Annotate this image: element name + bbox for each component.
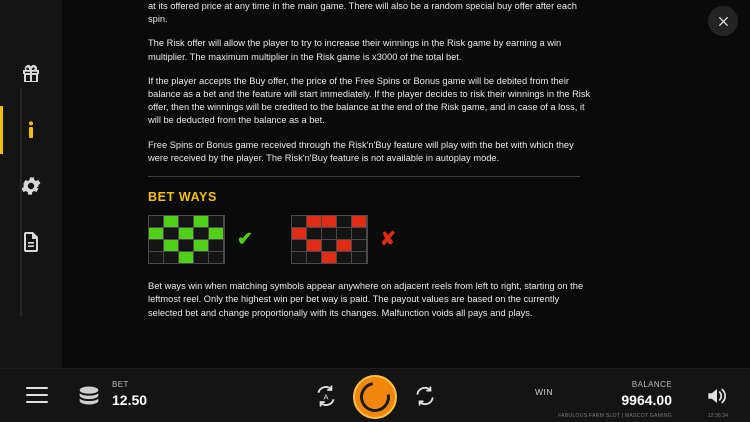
hamburger-icon-line	[26, 401, 48, 403]
spin-button[interactable]	[353, 375, 397, 419]
balance-label: BALANCE	[631, 380, 672, 389]
turbo-spin-button[interactable]	[412, 383, 438, 409]
bet-way-cell	[352, 228, 366, 239]
clock: 12:36:34	[707, 413, 728, 419]
bet-settings-button[interactable]	[75, 382, 103, 410]
close-button[interactable]	[708, 6, 738, 36]
bet-value: 12.50	[112, 392, 148, 408]
bet-way-cell	[322, 228, 336, 239]
game-toolbar	[0, 368, 750, 422]
bet-way-cell	[322, 252, 336, 263]
bet-way-cell	[179, 240, 193, 251]
gear-icon	[19, 174, 43, 198]
valid-mark-icon: ✔	[237, 229, 253, 251]
balance-value: 9964.00	[621, 392, 672, 408]
info-icon	[19, 118, 43, 142]
bet-way-cell	[179, 252, 193, 263]
bet-way-cell	[164, 240, 178, 251]
bet-way-cell	[194, 228, 208, 239]
coins-icon	[75, 382, 103, 410]
sidebar-item-information[interactable]	[0, 102, 62, 158]
bet-way-cell	[209, 216, 223, 227]
invalid-mark-icon: ✘	[380, 229, 396, 251]
paragraph-1: The Risk offer will allow the player to try to increase their winnings in the Risk game by earning a win multiplier. The maximum multiplier in the Risk game is x3000 of the total bet.	[148, 38, 562, 62]
sidebar-item-promotions[interactable]	[0, 46, 62, 102]
sidebar-item-settings[interactable]	[0, 158, 62, 214]
bet-way-cell	[164, 228, 178, 239]
bet-way-cell	[352, 252, 366, 263]
valid-bet-way-example	[148, 215, 225, 264]
bet-way-cell	[307, 252, 321, 263]
bet-way-cell	[292, 252, 306, 263]
section-title-bet-ways: BET WAYS	[148, 190, 217, 205]
sidebar-scrollbar[interactable]	[20, 88, 22, 316]
bet-way-cell	[307, 240, 321, 251]
spin-icon	[354, 376, 396, 418]
paragraph-0	[148, 0, 596, 26]
sidebar	[0, 0, 62, 368]
balance-display	[621, 380, 672, 408]
bet-way-cell	[149, 252, 163, 263]
hamburger-icon-line	[26, 394, 48, 396]
bet-way-cell	[322, 240, 336, 251]
information-content	[148, 0, 596, 368]
document-icon	[19, 230, 43, 254]
paragraph-2: If the player accepts the Buy offer, the price of the Free Spins or Bonus game will be debited from their balance as a bet and the feature will start immediately. If the player decides to risk their winnings in the Risk offer, then the winnings will be credited to the balance at the end of the Risk game, and in case of a loss, it will be deducted from the balance as a bet.	[148, 75, 591, 126]
bet-way-cell	[209, 228, 223, 239]
close-icon	[717, 15, 730, 28]
turbo-spin-icon	[412, 383, 438, 409]
sound-on-icon	[704, 383, 730, 409]
bet-way-cell	[322, 216, 336, 227]
menu-button[interactable]	[26, 387, 48, 403]
bet-way-cell	[194, 252, 208, 263]
paragraph-0-text: at its offered price at any time in the main game. There will also be a random special buy offer after each spin.	[148, 1, 577, 25]
win-label: WIN	[535, 387, 554, 397]
bet-way-cell	[292, 216, 306, 227]
bet-way-cell	[337, 252, 351, 263]
bet-way-cell	[352, 240, 366, 251]
bet-way-cell	[352, 216, 366, 227]
paragraph-3: Free Spins or Bonus game received through the Risk'n'Buy feature will play with the bet with which they were received by the player. The Risk'n'Buy feature is not available in autoplay mode.	[148, 139, 574, 163]
bet-way-cell	[179, 228, 193, 239]
bet-label: BET	[112, 380, 129, 389]
bet-way-cell	[194, 216, 208, 227]
bet-way-cell	[149, 228, 163, 239]
sound-button[interactable]	[704, 383, 730, 409]
bet-way-cell	[292, 228, 306, 239]
autoplay-icon	[313, 383, 339, 409]
game-footnote: FABULOUS FARM SLOT | MASCOT GAMING	[557, 413, 672, 419]
bet-way-cell	[149, 216, 163, 227]
bet-way-cell	[337, 240, 351, 251]
bet-way-cell	[307, 228, 321, 239]
bet-ways-description: Bet ways win when matching symbols appear anywhere on adjacent reels from left to right, starting on the leftmost reel. Only the highest win per bet way is paid. The payout values are based on the currently selected bet and change proportionally with its changes. Malfunction voids all pays and plays.	[148, 281, 584, 318]
svg-text:A: A	[323, 392, 329, 402]
section-divider	[148, 176, 580, 177]
bet-way-cell	[307, 216, 321, 227]
bet-way-cell	[179, 216, 193, 227]
gift-icon	[19, 62, 43, 86]
bet-way-cell	[209, 240, 223, 251]
bet-way-cell	[164, 216, 178, 227]
bet-way-cell	[164, 252, 178, 263]
autoplay-button[interactable]	[313, 383, 339, 409]
hamburger-icon-line	[26, 387, 48, 389]
bet-way-cell	[292, 240, 306, 251]
bet-way-cell	[209, 252, 223, 263]
bet-way-cell	[337, 228, 351, 239]
invalid-bet-way-example	[291, 215, 368, 264]
bet-way-cell	[337, 216, 351, 227]
bet-way-cell	[149, 240, 163, 251]
bet-way-cell	[194, 240, 208, 251]
sidebar-item-rules[interactable]	[0, 214, 62, 270]
bet-display[interactable]	[112, 380, 147, 408]
bet-ways-examples	[148, 215, 596, 264]
